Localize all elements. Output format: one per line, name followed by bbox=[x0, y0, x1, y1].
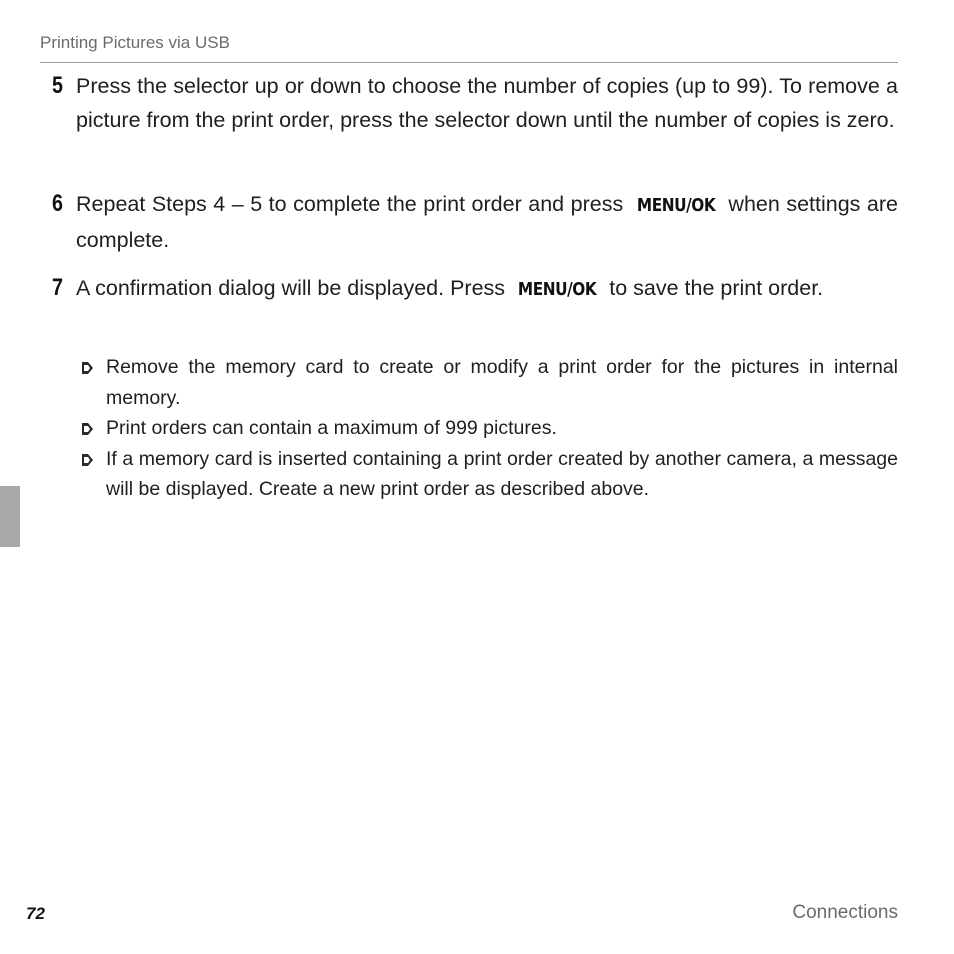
chapter-side-tab bbox=[0, 486, 20, 547]
note-pencil-icon bbox=[78, 352, 106, 383]
step-number: 6 bbox=[52, 190, 63, 217]
step-number: 7 bbox=[52, 274, 63, 301]
step-text-before: A confirmation dialog will be displayed. Press bbox=[76, 276, 506, 300]
notes-list bbox=[78, 352, 898, 505]
note-item bbox=[78, 444, 898, 505]
step-text bbox=[76, 187, 898, 257]
note-item bbox=[78, 413, 898, 444]
step-7 bbox=[52, 271, 898, 307]
note-pencil-icon bbox=[78, 413, 106, 444]
menu-ok-button-label: MENU/OK bbox=[517, 279, 597, 300]
page-number: 72 bbox=[26, 904, 45, 923]
header-divider bbox=[40, 62, 898, 63]
step-text-before: Repeat Steps 4 – 5 to complete the print order and press bbox=[76, 192, 624, 216]
step-5 bbox=[52, 69, 898, 137]
note-item bbox=[78, 352, 898, 413]
running-header: Printing Pictures via USB bbox=[40, 33, 230, 52]
note-text: If a memory card is inserted containing a print order created by another camera, a message will be displayed. Create a new print order as described above. bbox=[106, 447, 898, 500]
note-text: Remove the memory card to create or modify a print order for the pictures in internal memory. bbox=[106, 356, 898, 409]
step-text: Press the selector up or down to choose the number of copies (up to 99). To remove a picture from the print order, press the selector down until the number of copies is zero. bbox=[76, 74, 898, 132]
step-text-after: to save the print order. bbox=[609, 276, 824, 300]
step-text bbox=[76, 271, 898, 307]
note-pencil-icon bbox=[78, 444, 106, 475]
step-text-after: when settings are complete. bbox=[76, 192, 898, 252]
note-text: Print orders can contain a maximum of 999 pictures. bbox=[106, 417, 557, 439]
step-number: 5 bbox=[52, 72, 63, 99]
menu-ok-button-label: MENU/OK bbox=[636, 195, 716, 216]
step-6 bbox=[52, 187, 898, 257]
chapter-name: Connections bbox=[792, 902, 898, 923]
